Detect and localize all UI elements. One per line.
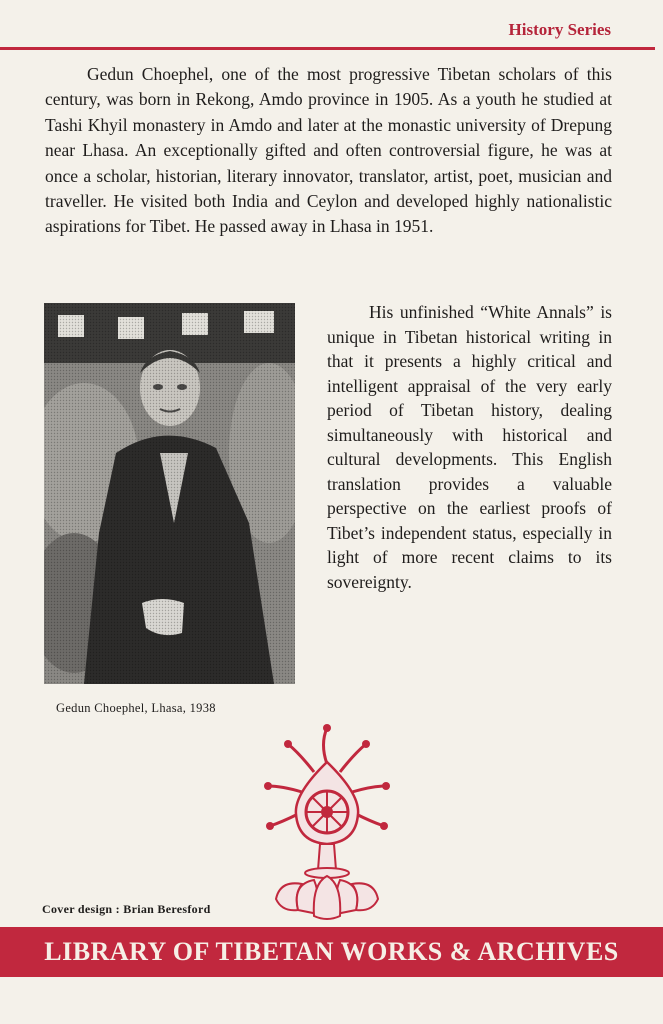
intro-paragraph: Gedun Choephel, one of the most progressive Tibetan scholars of this century, was born in Rekong, Amdo province in 1905. As a youth he studied at Tashi Khyil monastery in Amdo and later at the monastic university of Drepung near Lhasa. An exceptionally gifted and often controversial figure, he was at once a scholar, historian, literary innovator, translator, artist, poet, musician and traveller. He visited both India and Ceylon and developed highly nationalistic aspirations for Tibet. He passed away in Lhasa in 1951. [45, 64, 612, 237]
cover-design-credit: Cover design : Brian Beresford [42, 902, 211, 916]
photo-caption: Gedun Choephel, Lhasa, 1938 [56, 701, 216, 715]
dharma-wheel-emblem-icon [262, 724, 392, 924]
book-description: His unfinished “White Annals” is unique in Tibetan historical writing in that it presents a highly critical and intelligent appraisal of the very early period of Tibetan history, dealing simultaneously with historical and cultural developments. This English translation provides a valuable perspective on the earliest proofs of Tibet’s independent status, especially in light of more recent claims to its sovereignty. [327, 302, 612, 592]
publisher-name: LIBRARY OF TIBETAN WORKS & ARCHIVES [44, 937, 619, 966]
author-photo [44, 303, 295, 684]
publisher-banner [0, 927, 663, 977]
top-rule [0, 47, 655, 50]
series-label: History Series [508, 20, 611, 39]
